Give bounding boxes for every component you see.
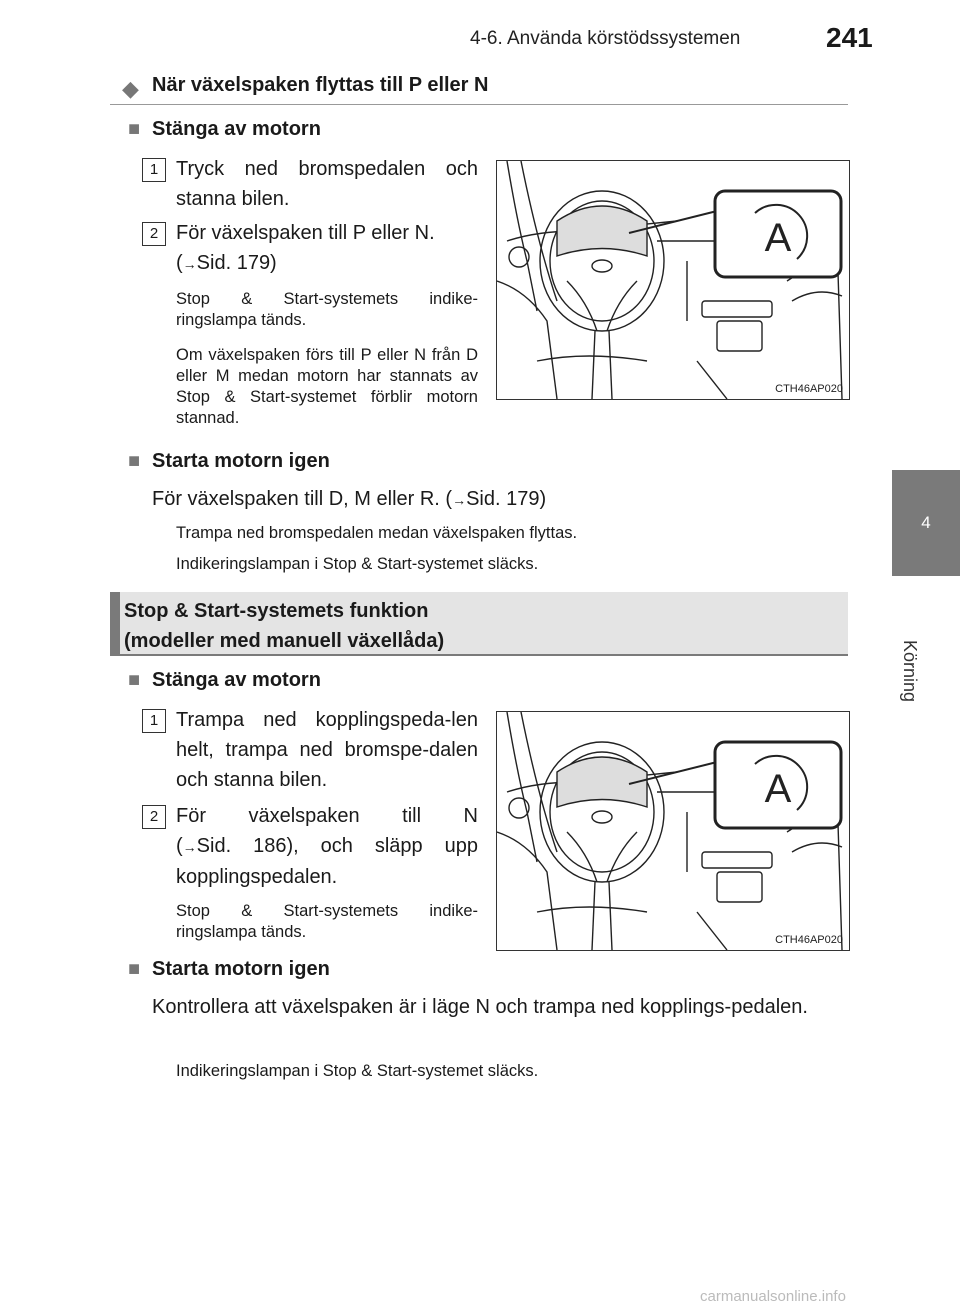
section2-restart-note1: Indikeringslampan i Stop & Start-systemet släcks. <box>176 1062 539 1080</box>
section2-step2-ref: Sid. 186), och släpp upp kopplingspedalen. <box>176 835 478 888</box>
page-number: 241 <box>826 22 873 53</box>
section1-restart-heading: Starta motorn igen <box>152 450 330 472</box>
step-number-2: 2 <box>142 222 166 246</box>
dashboard-figure-2 <box>496 711 850 951</box>
section2-title-line2: (modeller med manuell växellåda) <box>124 630 445 652</box>
section2-stop-heading: Stänga av motorn <box>152 669 321 691</box>
chapter-tab: 4 <box>892 470 960 576</box>
section1-step2-line1: För växelspaken till P eller N. <box>176 222 435 244</box>
section1-step1: Tryck ned bromspedalen och stanna bilen. <box>176 158 478 210</box>
figure1-label: A <box>764 216 792 260</box>
section1-rule <box>110 104 848 105</box>
dashboard-figure-1 <box>496 160 850 400</box>
chapter-label-text: Körning <box>900 640 920 703</box>
section1-title: När växelspaken flyttas till P eller N <box>152 74 489 96</box>
section1-restart-note1: Trampa ned bromspedalen medan växelspaken flyttas. <box>176 524 578 542</box>
chapter-label <box>898 640 922 720</box>
section2-title-line1: Stop & Start-systemets funktion <box>124 600 429 622</box>
section1-step2-ref: Sid. 179) <box>196 252 277 274</box>
step-number-2: 2 <box>142 805 166 829</box>
figure2-label: A <box>764 767 792 811</box>
section1-restart-text <box>152 484 546 515</box>
step-number-1: 1 <box>142 158 166 182</box>
square-bullet-icon: ■ <box>128 958 141 980</box>
figure1-code: CTH46AP020 <box>775 383 843 395</box>
section1-step2-line2: (→Sid. 179) <box>176 252 277 274</box>
diamond-icon: ◆ <box>122 76 139 101</box>
watermark: carmanualsonline.info <box>700 1288 846 1305</box>
dashboard-illustration <box>497 161 849 399</box>
dashboard-illustration <box>497 712 849 950</box>
section1-note1: Stop & Start-systemets indike-ringslampa tänds. <box>176 290 478 329</box>
arrow-icon: → <box>182 839 197 855</box>
square-bullet-icon: ■ <box>128 669 141 691</box>
section1-restart-ref: Sid. 179) <box>466 488 547 510</box>
section1-stop-heading: Stänga av motorn <box>152 118 321 140</box>
section2-note1: Stop & Start-systemets indike-ringslampa tänds. <box>176 902 478 941</box>
figure2-code: CTH46AP020 <box>775 934 843 946</box>
section-header: 4-6. Använda körstödssystemen <box>470 28 741 49</box>
square-bullet-icon: ■ <box>128 118 141 140</box>
section2-restart-text: Kontrollera att växelspaken är i läge N och trampa ned kopplings-pedalen. <box>152 996 808 1018</box>
section1-note2: Om växelspaken förs till P eller N från D eller M medan motorn har stannats av Stop & Start-systemet förblir motorn stannad. <box>176 346 478 427</box>
section2-title <box>124 596 444 656</box>
arrow-icon: → <box>182 256 197 272</box>
step-number-1: 1 <box>142 709 166 733</box>
section2-step1: Trampa ned kopplingspeda-len helt, trampa ned bromspe-dalen och stanna bilen. <box>176 709 478 791</box>
section2-step2 <box>176 801 478 892</box>
section1-restart-note2: Indikeringslampan i Stop & Start-systemet släcks. <box>176 555 539 573</box>
section1-restart-text-a: För växelspaken till D, M eller R. ( <box>152 488 453 510</box>
section1-step2 <box>176 218 478 279</box>
arrow-icon: → <box>452 492 467 508</box>
square-bullet-icon: ■ <box>128 450 141 472</box>
section2-step2-line2: (→Sid. 186), och släpp upp kopplingspedalen. <box>176 835 478 888</box>
section2-step2-line1: För växelspaken till N <box>176 805 478 827</box>
section2-restart-heading: Starta motorn igen <box>152 958 330 980</box>
